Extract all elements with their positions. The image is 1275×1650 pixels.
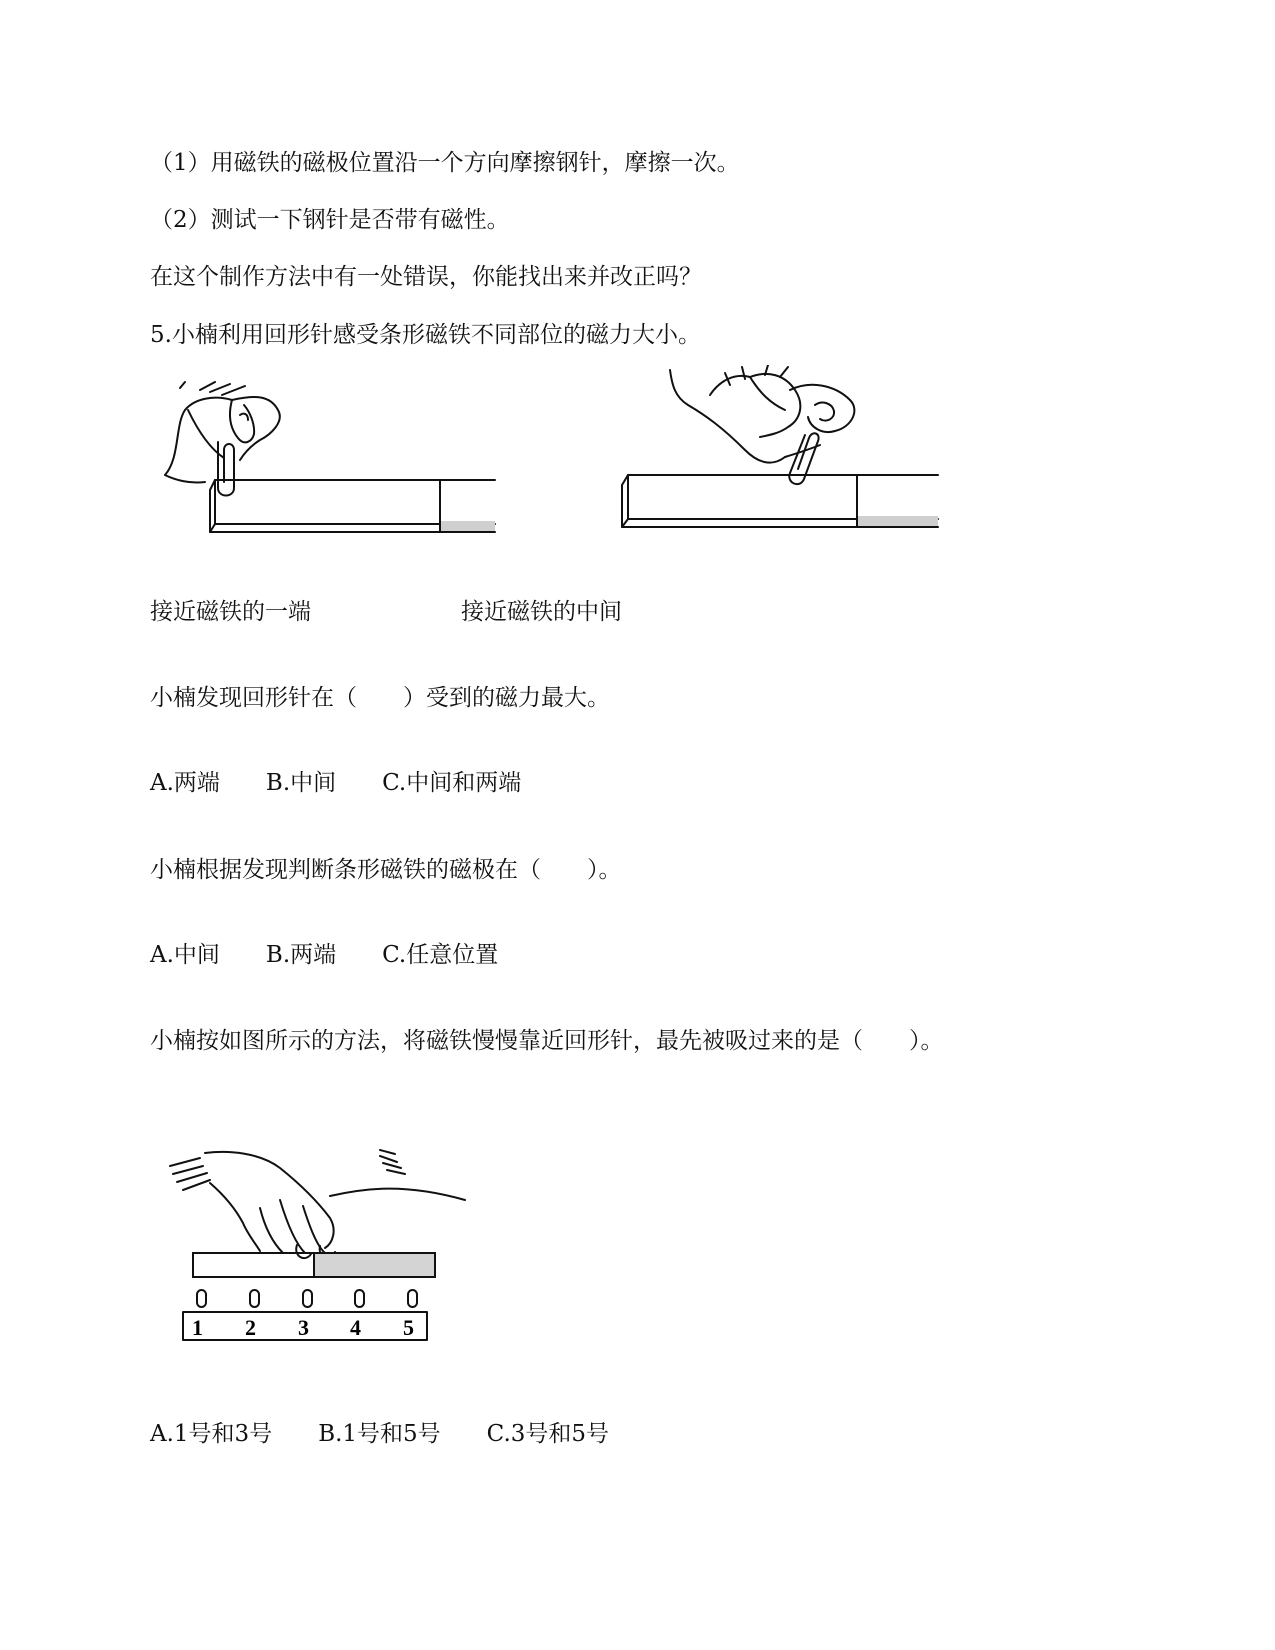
- ruler-number-4: 4: [350, 1315, 361, 1340]
- caption-magnet-end: 接近磁铁的一端: [150, 599, 311, 625]
- ruler-number-5: 5: [403, 1315, 414, 1340]
- sub-question-3-options: A.1号和3号 B.1号和5号 C.3号和5号: [150, 1421, 610, 1447]
- sub-question-1-prompt: 小楠发现回形针在（ ）受到的磁力最大。: [150, 685, 610, 711]
- ruler-number-1: 1: [192, 1315, 203, 1340]
- caption-magnet-middle: 接近磁铁的中间: [461, 599, 622, 625]
- sub-question-1-options: A.两端 B.中间 C.中间和两端: [150, 770, 522, 796]
- figure-clip-at-magnet-end: [160, 380, 510, 560]
- question-4-prompt: 在这个制作方法中有一处错误，你能找出来并改正吗？: [150, 264, 702, 290]
- sub-question-2-prompt: 小楠根据发现判断条形磁铁的磁极在（ ）。: [150, 857, 622, 883]
- sub-question-2-options: A.中间 B.两端 C.任意位置: [150, 942, 499, 968]
- question-5-title: 5.小楠利用回形针感受条形磁铁不同部位的磁力大小。: [150, 322, 701, 348]
- figure-magnet-over-paperclips: [165, 1148, 475, 1363]
- step-2: （2）测试一下钢针是否带有磁性。: [150, 207, 510, 233]
- sub-question-3-prompt: 小楠按如图所示的方法，将磁铁慢慢靠近回形针，最先被吸过来的是（ ）。: [150, 1028, 944, 1054]
- ruler-number-3: 3: [298, 1315, 309, 1340]
- ruler-number-2: 2: [245, 1315, 256, 1340]
- figure-clip-at-magnet-middle: [610, 365, 950, 555]
- step-1: （1）用磁铁的磁极位置沿一个方向摩擦钢针，摩擦一次。: [150, 150, 740, 176]
